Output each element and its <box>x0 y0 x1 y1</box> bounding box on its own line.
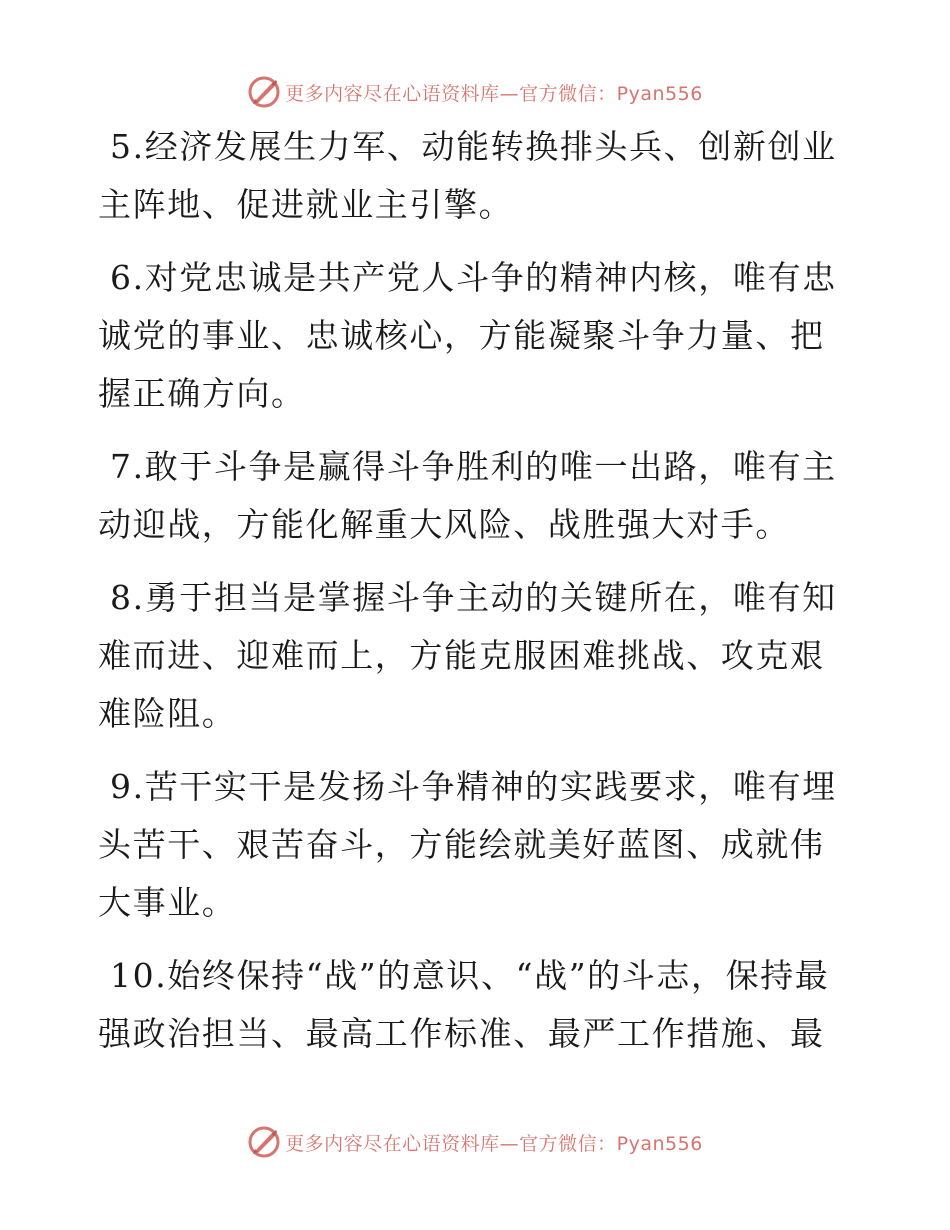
paragraph-text: 敢于斗争是赢得斗争胜利的唯一出路，唯有主动迎战，方能化解重大风险、战胜强大对手。 <box>98 447 837 544</box>
item-number: 8. <box>110 578 145 617</box>
item-number: 10. <box>110 956 168 995</box>
quill-pen-logo-icon <box>247 1125 281 1159</box>
paragraph-9 <box>98 758 858 932</box>
paragraph-text: 对党忠诚是共产党人斗争的精神内核，唯有忠诚党的事业、忠诚核心，方能凝聚斗争力量、把握正确方向。 <box>98 258 837 413</box>
footer-watermark-banner <box>0 1122 950 1162</box>
watermark-text: 更多内容尽在心语资料库—官方微信：Pyan556 <box>285 82 703 105</box>
paragraph-6 <box>98 249 858 423</box>
item-number: 5. <box>110 127 145 166</box>
quill-pen-logo-icon <box>247 75 281 109</box>
item-number: 6. <box>110 258 145 297</box>
item-number: 9. <box>110 767 145 806</box>
paragraph-8 <box>98 569 858 743</box>
paragraph-text: 勇于担当是掌握斗争主动的关键所在，唯有知难而进、迎难而上，方能克服困难挑战、攻克艰难险阻。 <box>98 578 837 733</box>
paragraph-text: 始终保持“战”的意识、“战”的斗志，保持最强政治担当、最高工作标准、最严工作措施、最 <box>98 956 830 1053</box>
item-number: 7. <box>110 447 145 486</box>
watermark-text: 更多内容尽在心语资料库—官方微信：Pyan556 <box>285 1132 703 1155</box>
paragraph-7 <box>98 438 858 554</box>
paragraph-text: 经济发展生力军、动能转换排头兵、创新创业主阵地、促进就业主引擎。 <box>98 127 837 224</box>
header-watermark-banner <box>0 72 950 112</box>
paragraph-5 <box>98 118 858 234</box>
paragraph-text: 苦干实干是发扬斗争精神的实践要求，唯有埋头苦干、艰苦奋斗，方能绘就美好蓝图、成就伟大事业。 <box>98 767 837 922</box>
paragraph-10 <box>98 947 858 1063</box>
document-body <box>98 118 858 1078</box>
